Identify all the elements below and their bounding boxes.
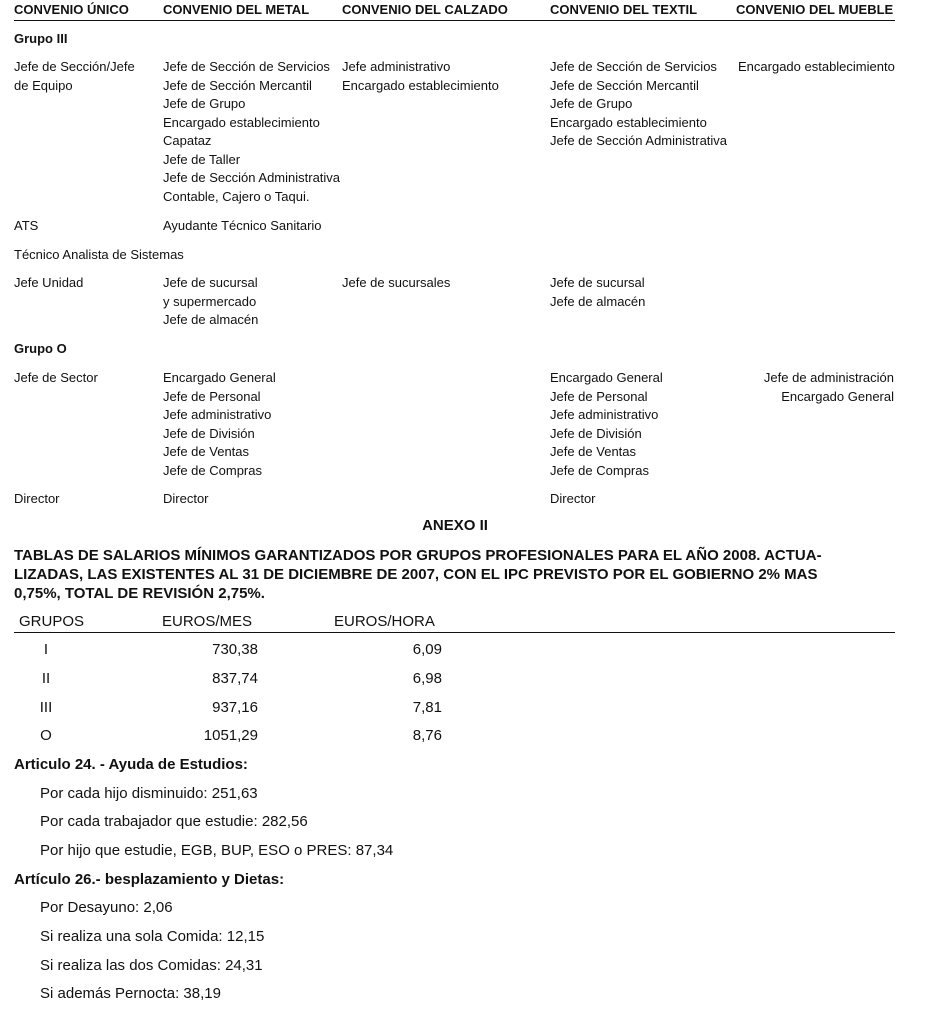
cell-mueble-jefe-sector: Jefe de administración Encargado General: [763, 370, 894, 404]
row-euros-mes: 837,74: [212, 670, 258, 687]
row-grupo: O: [40, 727, 52, 744]
cell-metal-director: Director: [163, 491, 209, 506]
list-item: Si realiza una sola Comida: 12,15: [40, 928, 265, 945]
row-euros-mes: 937,16: [212, 699, 258, 716]
list-item: Por cada hijo disminuido: 251,63: [40, 785, 258, 802]
cell-unico-tecnico: Técnico Analista de Sistemas: [14, 247, 184, 262]
cell-textil-director: Director: [550, 491, 596, 506]
list-item: Por Desayuno: 2,06: [40, 899, 173, 916]
cell-unico-jefe-unidad: Jefe Unidad: [14, 275, 84, 290]
cell-textil-jefe-seccion: Jefe de Sección de Servicios Jefe de Sección Mercantil Jefe de Grupo Encargado establecimiento Jefe de Sección Administrativa: [550, 59, 728, 148]
row-grupo: I: [43, 641, 49, 658]
art24-title: Articulo 24. - Ayuda de Estudios:: [14, 756, 248, 773]
cell-unico-jefe-sector: Jefe de Sector: [14, 370, 98, 385]
header-rule: [14, 20, 895, 21]
list-item: Por cada trabajador que estudie: 282,56: [40, 813, 308, 830]
row-euros-mes: 1051,29: [203, 727, 258, 744]
cell-metal-ats: Ayudante Técnico Sanitario: [163, 218, 322, 233]
header-convenio-textil: CONVENIO DEL TEXTIL: [550, 2, 698, 17]
row-euros-hora: 6,98: [412, 670, 442, 687]
row-euros-mes: 730,38: [212, 641, 258, 658]
list-item: Si además Pernocta: 38,19: [40, 985, 221, 1002]
table-header-euros-mes: EUROS/MES: [162, 613, 253, 630]
cell-unico-jefe-seccion: Jefe de Sección/Jefe de Equipo: [14, 59, 135, 93]
cell-calzado-jefe-seccion: Jefe administrativo Encargado establecimiento: [342, 59, 499, 93]
cell-mueble-jefe-seccion: Encargado establecimiento: [738, 59, 895, 74]
row-grupo: III: [39, 699, 53, 716]
header-convenio-unico: CONVENIO ÚNICO: [14, 2, 129, 17]
cell-metal-jefe-sector: Encargado General Jefe de Personal Jefe administrativo Jefe de División Jefe de Ventas Jefe de Compras: [163, 370, 276, 478]
row-euros-hora: 8,76: [412, 727, 442, 744]
art26-title: Artículo 26.- besplazamiento y Dietas:: [14, 871, 285, 888]
row-euros-hora: 6,09: [412, 641, 442, 658]
cell-unico-director: Director: [14, 491, 60, 506]
cell-metal-jefe-unidad: Jefe de sucursal y supermercado Jefe de almacén: [163, 275, 259, 327]
list-item: Si realiza las dos Comidas: 24,31: [40, 957, 263, 974]
cell-metal-jefe-seccion: Jefe de Sección de Servicios Jefe de Sección Mercantil Jefe de Grupo Encargado establecimiento Capataz Jefe de Taller Jefe de Sección Administrativa Contable, Cajero o Taqui.: [163, 59, 341, 204]
row-euros-hora: 7,81: [412, 699, 442, 716]
anexo-title: ANEXO II: [422, 517, 488, 534]
list-item: Por hijo que estudie, EGB, BUP, ESO o PRES: 87,34: [40, 842, 394, 859]
header-convenio-calzado: CONVENIO DEL CALZADO: [342, 2, 508, 17]
row-grupo: II: [41, 670, 51, 687]
table-header-euros-hora: EUROS/HORA: [334, 613, 435, 630]
grupo3-title: Grupo III: [14, 31, 68, 46]
cell-calzado-jefe-unidad: Jefe de sucursales: [342, 275, 451, 290]
cell-unico-ats: ATS: [14, 218, 39, 233]
table-header-rule: [14, 632, 895, 633]
anexo-subtitle: TABLAS DE SALARIOS MÍNIMOS GARANTIZADOS POR GRUPOS PROFESIONALES PARA EL AÑO 2008. ACTUA- LIZADAS, LAS EXISTENTES AL 31 DE DICIEMBRE DE 2007, CON EL IPC PREVISTO POR EL GOBIERNO 2% MAS 0,75%, TOTAL DE REVISIÓN 2,75%.: [14, 547, 822, 602]
table-header-grupos: GRUPOS: [19, 613, 85, 630]
header-convenio-mueble: CONVENIO DEL MUEBLE: [736, 2, 894, 17]
cell-textil-jefe-sector: Encargado General Jefe de Personal Jefe administrativo Jefe de División Jefe de Ventas Jefe de Compras: [550, 370, 663, 478]
header-convenio-metal: CONVENIO DEL METAL: [163, 2, 310, 17]
grupo0-title: Grupo O: [14, 341, 67, 356]
cell-textil-jefe-unidad: Jefe de sucursal Jefe de almacén: [550, 275, 646, 309]
